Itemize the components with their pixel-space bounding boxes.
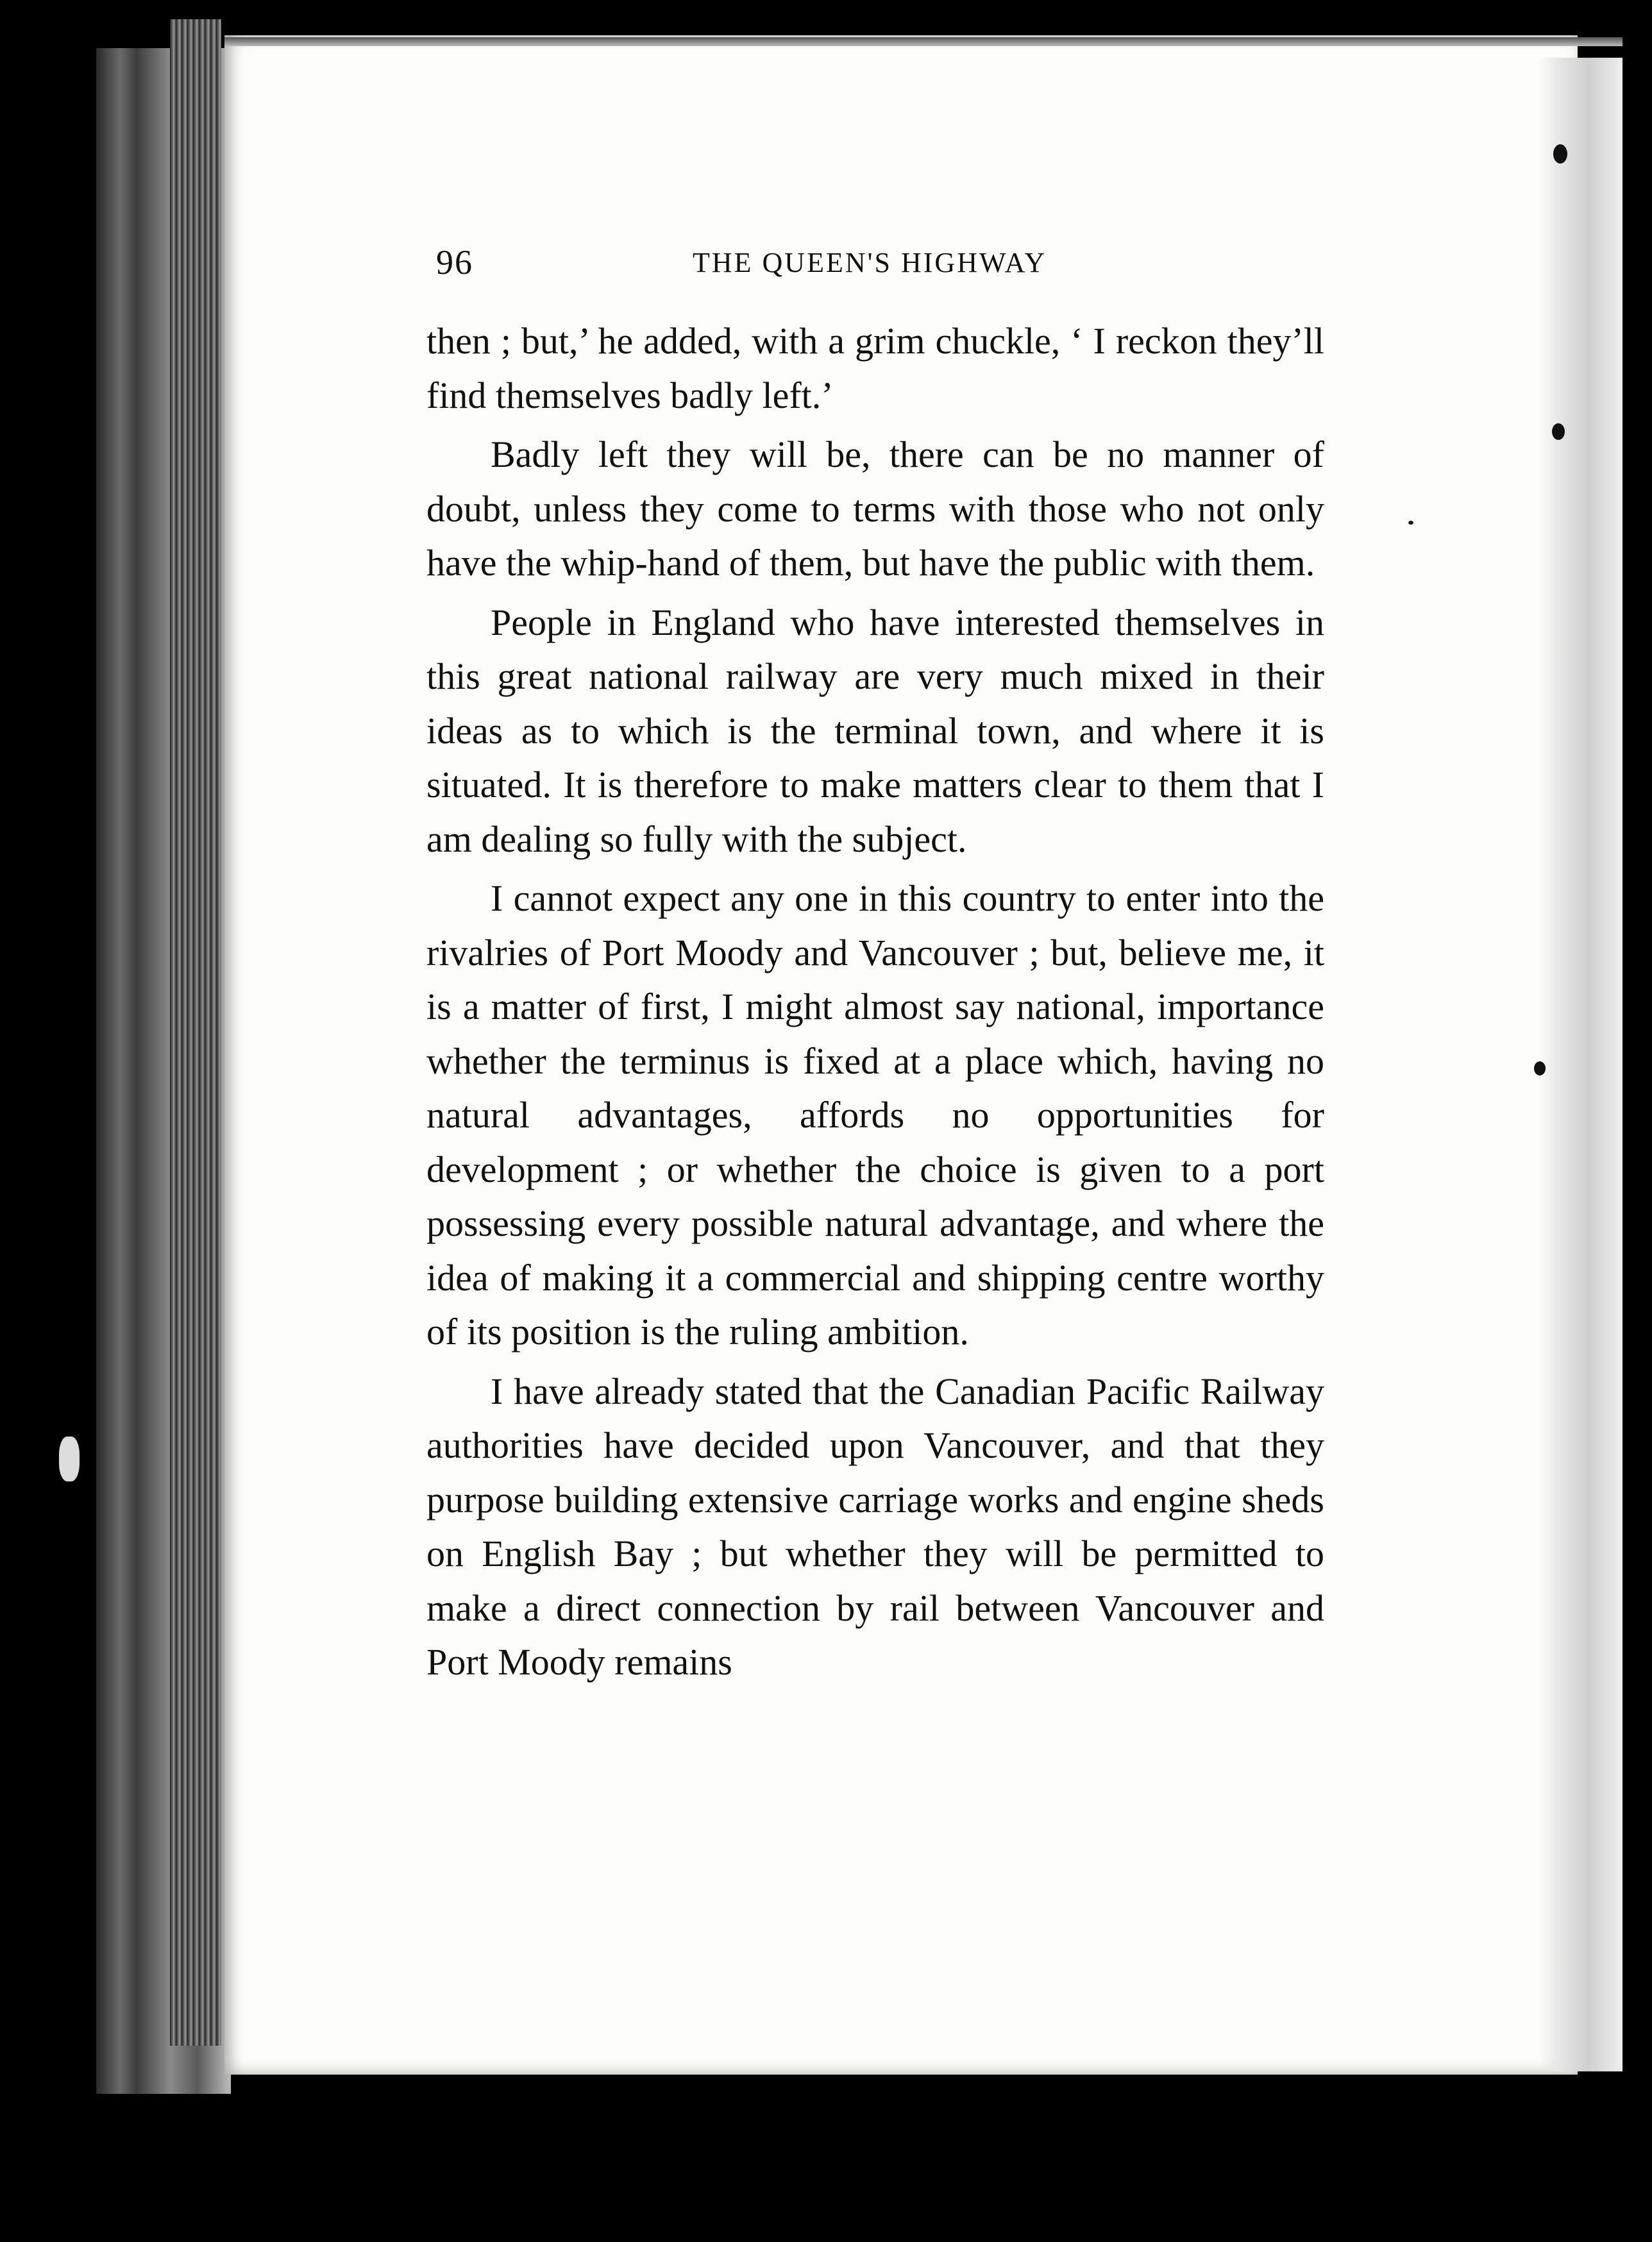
page-stack-edge — [170, 19, 221, 2046]
body-text — [426, 314, 1324, 1695]
page-number: 96 — [436, 243, 473, 282]
paragraph: Badly left they will be, there can be no manner of doubt, unless they come to terms with those who not only have the whip-hand of them, but have the public with them. — [426, 434, 1324, 584]
margin-ink-mark — [1408, 521, 1413, 525]
right-scan-border — [1622, 0, 1652, 2242]
paragraph: People in England who have interested themselves in this great national railway are very much mixed in their ideas as to which is the terminal town, and where it is situated. It is therefore to make matters clear to them that I am dealing so fully with the subject. — [426, 601, 1324, 860]
running-title: THE QUEEN'S HIGHWAY — [693, 247, 1047, 278]
paragraph: I cannot expect any one in this country to enter into the rivalries of Port Moody and Vancouver ; but, believe me, it is a matter of first, I might almost say national, importance whether the terminus is fixed at a place which, having no natural advantages, affords no opportunities for development ; or whether the choice is given to a port possessing every possible natural advantage, and where the idea of making it a commercial and shipping centre worthy of its position is the ruling ambition. — [426, 877, 1324, 1353]
margin-ink-mark — [1553, 144, 1567, 164]
page-top-edge — [224, 37, 1622, 46]
margin-ink-mark — [1534, 1061, 1546, 1075]
margin-ink-mark — [1552, 423, 1565, 440]
paragraph: I have already stated that the Canadian Pacific Railway authorities have decided upon Vancouver, and that they purpose building extensive carriage works and engine sheds on English Bay ; but whether they will be permitted to make a direct connection by rail between Vancouver and Port Moody remains — [426, 1370, 1324, 1683]
right-page-shadow — [1539, 58, 1629, 2071]
dust-speck — [59, 1437, 80, 1481]
running-header — [436, 242, 1103, 287]
paragraph-continuation: then ; but,’ he added, with a grim chuckle, ‘ I reckon they’ll find themselves badly left.’ — [426, 320, 1324, 416]
